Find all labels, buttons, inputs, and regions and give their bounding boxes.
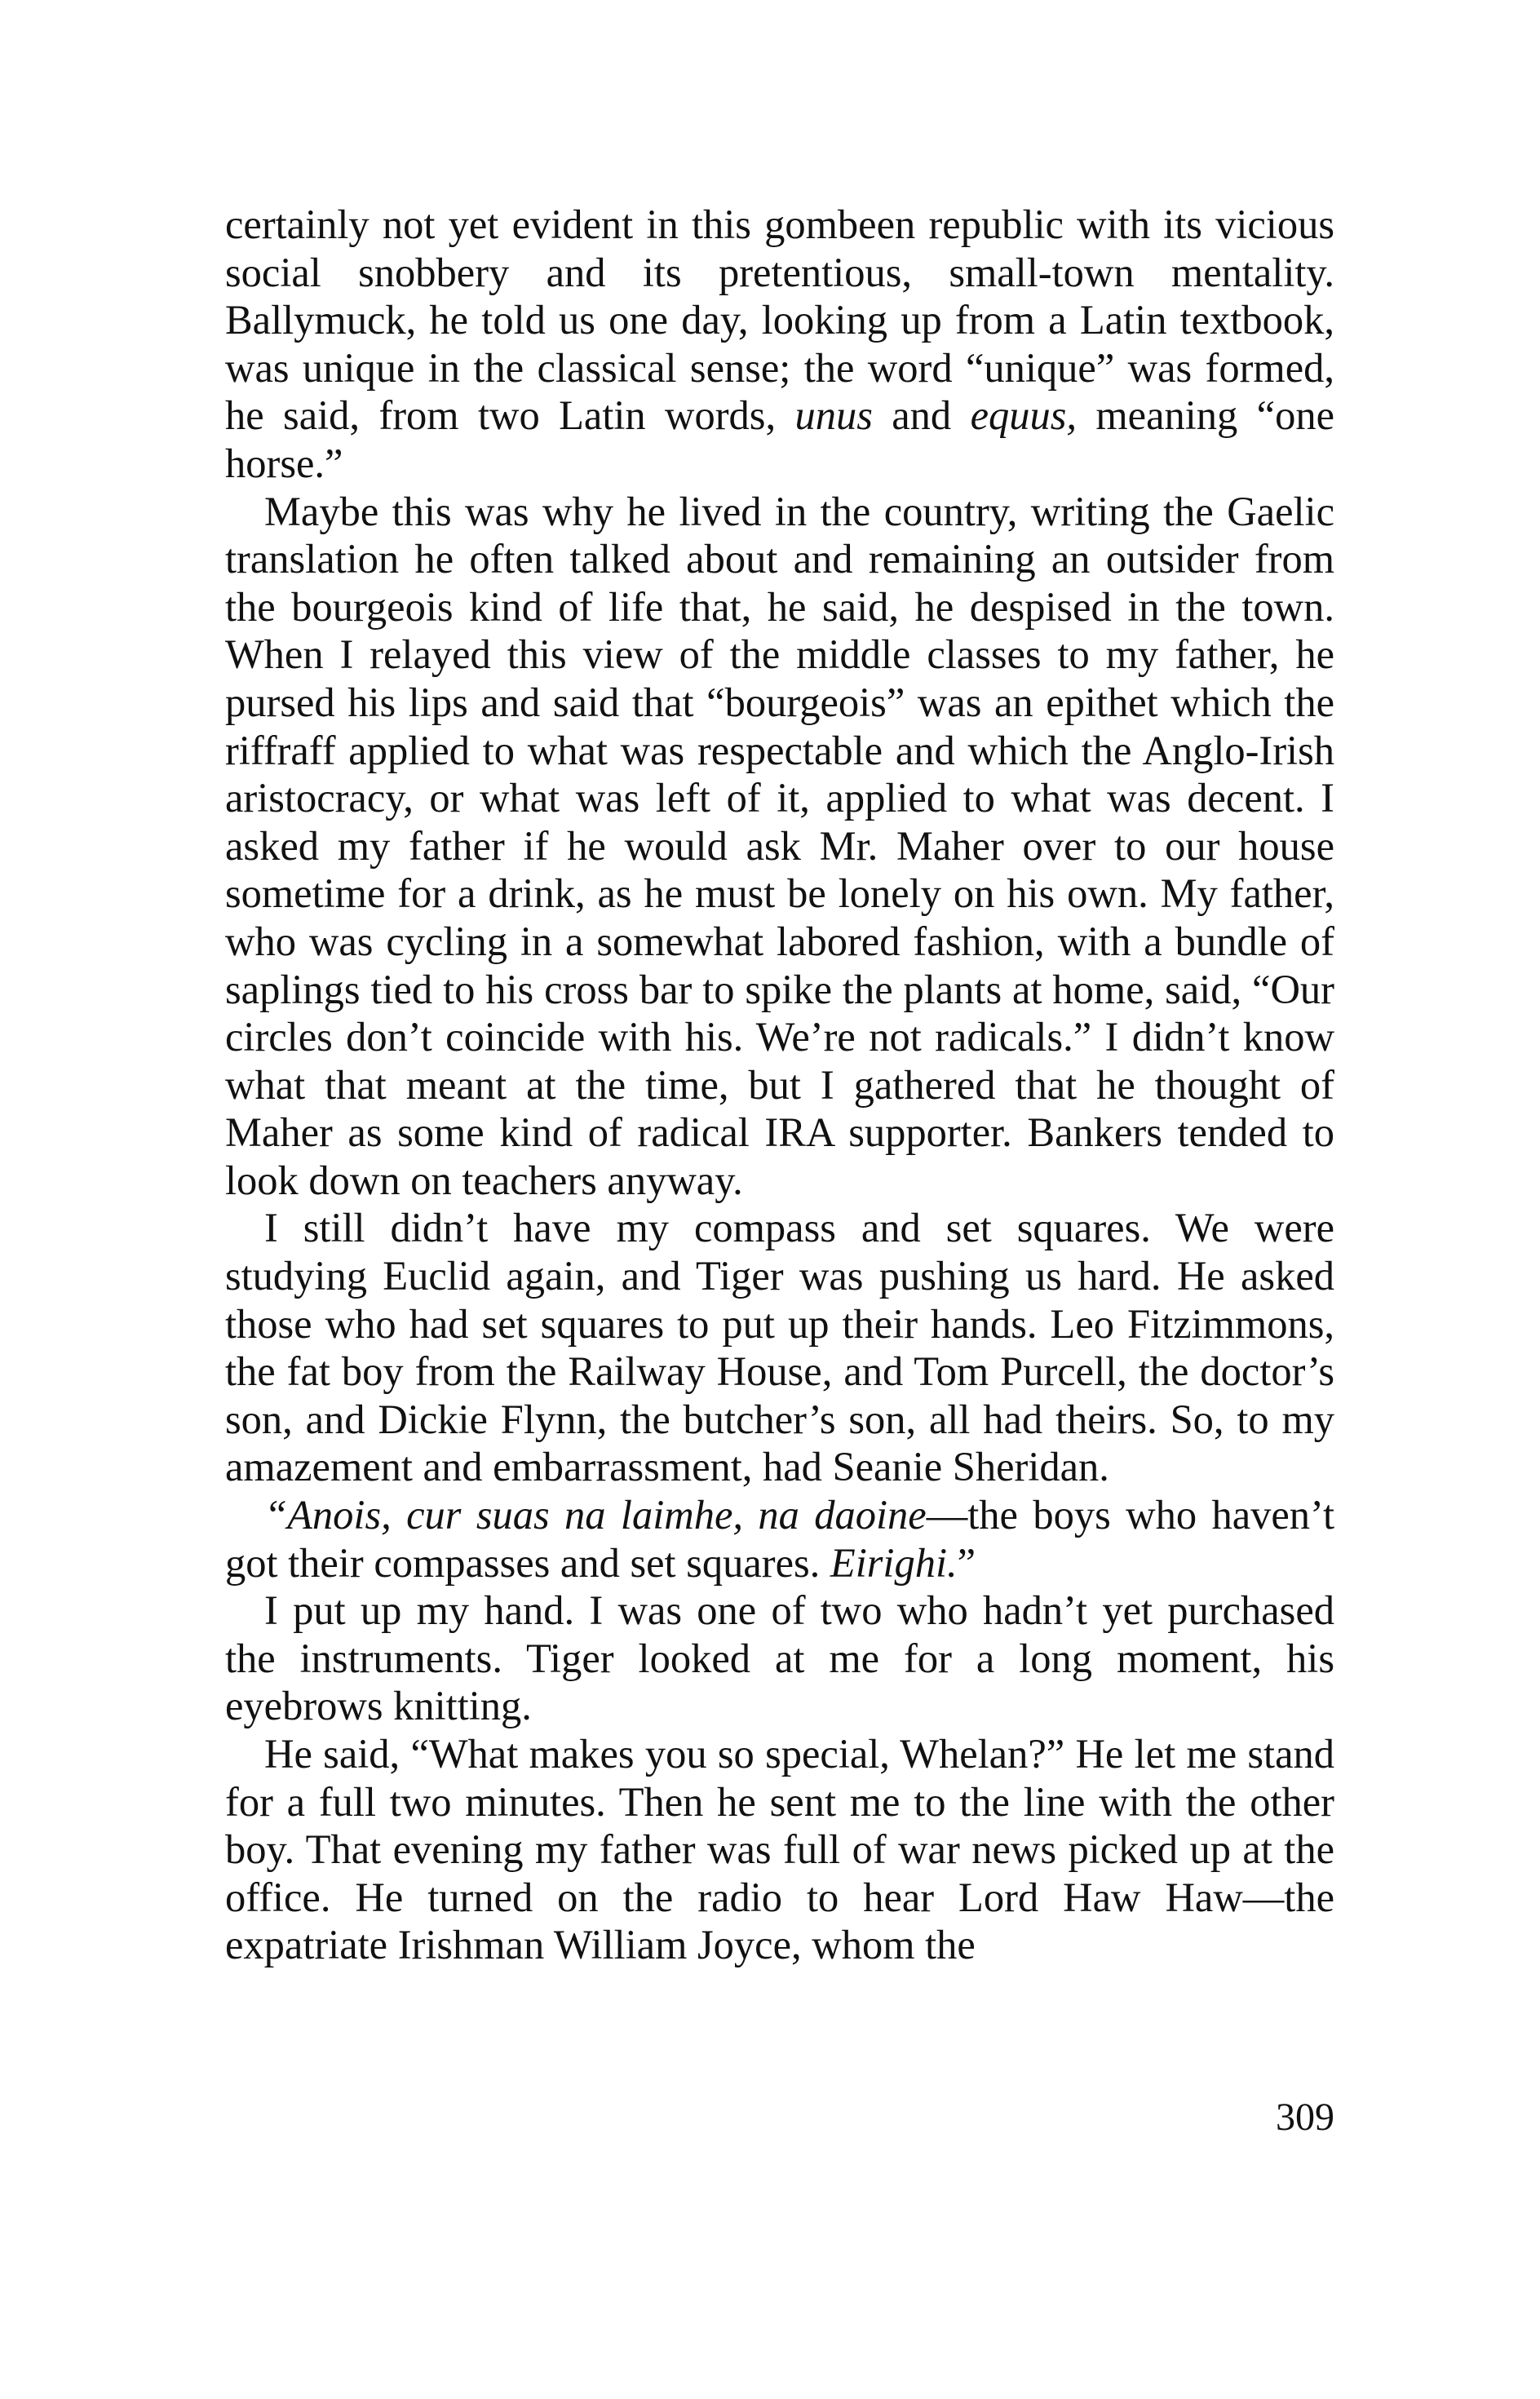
paragraph-6: He said, “What makes you so special, Whelan?” He let me stand for a full two minutes. Then he sent me to the line with the other boy. That evening my father was full of war news picked up at the office. He turned on the radio to hear Lord Haw Haw—the expatriate Irishman William Joyce, whom the	[225, 1731, 1334, 1968]
paragraph-2: Maybe this was why he lived in the country, writing the Gaelic translation he often talked about and remaining an outsider from the bourgeois kind of life that, he said, he despised in the town. When I relayed this view of the middle classes to my father, he pursed his lips and said that “bourgeois” was an epithet which the riffraff applied to what was respectable and which the Anglo-Irish aristocracy, or what was left of it, applied to what was decent. I asked my father if he would ask Mr. Maher over to our house sometime for a drink, as he must be lonely on his own. My father, who was cycling in a somewhat labored fashion, with a bundle of saplings tied to his cross bar to spike the plants at home, said, “Our circles don’t coincide with his. We’re not radicals.” I didn’t know what that meant at the time, but I gathered that he thought of Maher as some kind of radical IRA supporter. Bankers tended to look down on teachers anyway.	[225, 488, 1334, 1203]
paragraph-4: “Anois, cur suas na laimhe, na daoine—the boys who haven’t got their compasses and set squares. Eirighi.”	[225, 1492, 1334, 1586]
paragraph-5: I put up my hand. I was one of two who hadn’t yet purchased the instruments. Tiger looked at me for a long moment, his eyebrows knitting.	[225, 1587, 1334, 1729]
paragraph-1: certainly not yet evident in this gombeen republic with its vicious social snobbery and its pretentious, small-town mentality. Ballymuck, he told us one day, looking up from a Latin textbook, was unique in the classical sense; the word “unique” was formed, he said, from two Latin words, unus and equus, meaning “one horse.”	[225, 201, 1334, 486]
paragraph-3: I still didn’t have my compass and set squares. We were studying Euclid again, and Tiger was pushing us hard. He asked those who had set squares to put up their hands. Leo Fitzimmons, the fat boy from the Railway House, and Tom Purcell, the doctor’s son, and Dickie Flynn, the butcher’s son, all had theirs. So, to my amazement and embarrassment, had Seanie Sheridan.	[225, 1205, 1334, 1490]
body-text	[225, 201, 1334, 1969]
page-number: 309	[1276, 2096, 1334, 2139]
